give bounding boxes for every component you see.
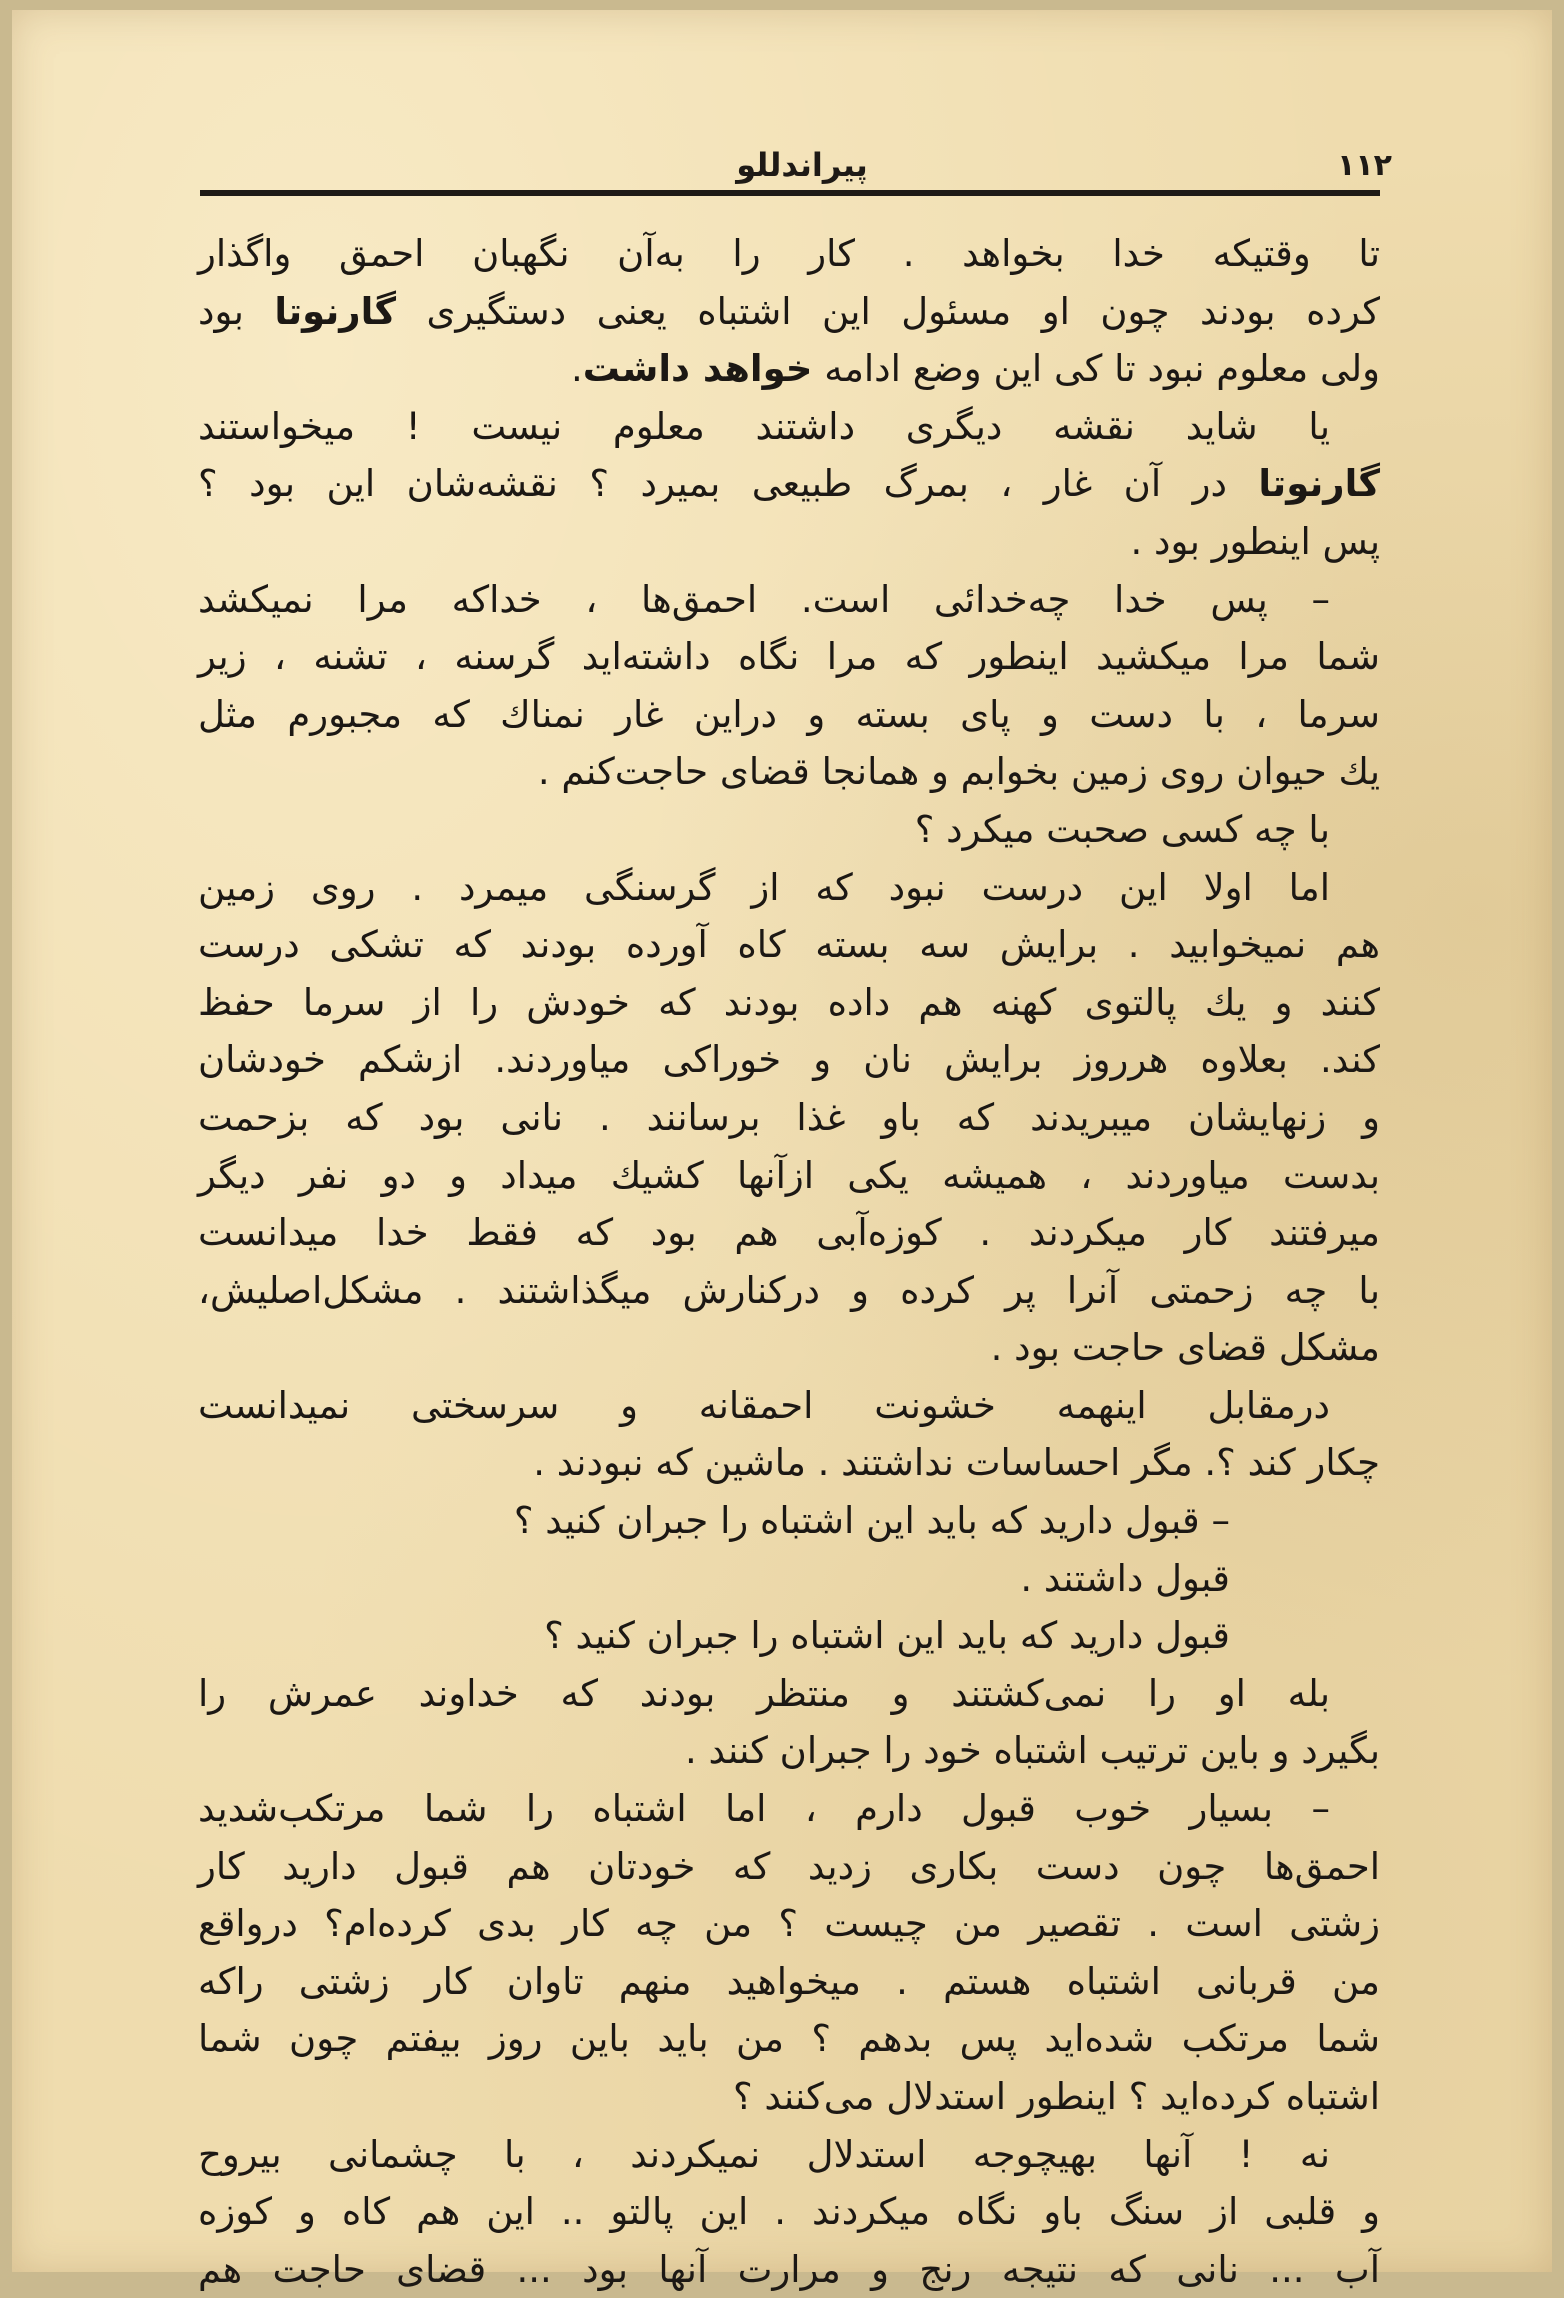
text-line: شما مرتکب شده‌اید پس بدهم ؟ من باید باین روز بیفتم چون شما xyxy=(198,2017,1380,2061)
text-line: من قربانی اشتباه هستم . میخواهید منهم تاوان کار زشتی راکه xyxy=(198,1959,1380,2003)
text-line: – پس خدا چه‌خدائی است. احمق‌ها ، خداکه مرا نمیکشد xyxy=(198,577,1330,621)
text-line: احمق‌ها چون دست بکاری زدید که خودتان هم قبول دارید کار xyxy=(198,1844,1380,1888)
text-line: هم نمیخوابید . برایش سه بسته کاه آورده بودند که تشکی درست xyxy=(198,923,1380,967)
text-line: میرفتند کار میکردند . کوزه‌آبی هم بود که فقط خدا میدانست xyxy=(198,1211,1380,1255)
running-title: پیراندللو xyxy=(736,146,868,184)
text-line: آب ... نانی که نتیجه رنج و مرارت آنها بود ... قضای حاجت هم xyxy=(198,2247,1380,2291)
text-line: با چه زحمتی آنرا پر کرده و درکنارش میگذاشتند . مشکل‌اصلیش، xyxy=(198,1268,1380,1312)
text-line: زشتی است . تقصیر من چیست ؟ من چه کار بدی کرده‌ام؟ درواقع xyxy=(198,1902,1380,1946)
header-rule xyxy=(200,190,1380,196)
text-line: بله او را نمی‌کشتند و منتظر بودند که خداوند عمرش را xyxy=(198,1671,1330,1715)
text-line: قبول دارید که باید این اشتباه را جبران کنید ؟ xyxy=(544,1614,1230,1658)
text-line: مشکل قضای حاجت بود . xyxy=(990,1326,1380,1370)
text-line: پس اینطور بود . xyxy=(1130,519,1380,563)
text-line: شما مرا میکشید اینطور که مرا نگاه داشته‌اید گرسنه ، تشنه ، زیر xyxy=(198,635,1380,679)
text-line: یك حیوان روی زمین بخوابم و همانجا قضای حاجت‌کنم . xyxy=(537,750,1380,794)
text-line: بدست میاوردند ، همیشه یکی ازآنها کشیك میداد و دو نفر دیگر xyxy=(198,1153,1380,1197)
text-line: و قلبی از سنگ باو نگاه میکردند . این پالتو .. این هم کاه و کوزه xyxy=(198,2190,1380,2234)
text-line: – قبول دارید که باید این اشتباه را جبران کنید ؟ xyxy=(513,1499,1230,1543)
text-line: نه ! آنها بهیچوجه استدلال نمیکردند ، با چشمانی بیروح xyxy=(198,2132,1330,2176)
text-line: ولی معلوم نبود تا کی این وضع ادامه خواهد داشت. xyxy=(571,347,1380,391)
text-line: یا شاید نقشه دیگری داشتند معلوم نیست ! میخواستند xyxy=(198,404,1330,448)
text-line: قبول داشتند . xyxy=(1020,1556,1230,1600)
text-line: – بسیار خوب قبول دارم ، اما اشتباه را شما مرتکب‌شدید xyxy=(198,1787,1330,1831)
text-line: و زنهایشان میبریدند که باو غذا برسانند . نانی بود که بزحمت xyxy=(198,1095,1380,1139)
text-line: کرده بودند چون او مسئول این اشتباه یعنی دستگیری گارنوتا بود xyxy=(198,289,1380,333)
text-line: با چه کسی صحبت میکرد ؟ xyxy=(914,807,1330,851)
text-line: اما اولا این درست نبود که از گرسنگی میمرد . روی زمین xyxy=(198,865,1330,909)
text-line: کند. بعلاوه هرروز برایش نان و خوراکی میاوردند. ازشکم خودشان xyxy=(198,1038,1380,1082)
text-line: کنند و یك پالتوی کهنه هم داده بودند که خودش را از سرما حفظ xyxy=(198,980,1380,1024)
text-line: درمقابل اینهمه خشونت احمقانه و سرسختی نمیدانست xyxy=(198,1383,1330,1427)
text-line: چکار کند ؟. مگر احساسات نداشتند . ماشین که نبودند . xyxy=(533,1441,1380,1485)
body-text xyxy=(198,225,1380,2298)
text-line: تا وقتیکه خدا بخواهد . کار را به‌آن نگهبان احمق واگذار xyxy=(198,232,1380,275)
text-line: اشتباه کرده‌اید ؟ اینطور استدلال می‌کنند ؟ xyxy=(733,2075,1380,2118)
text-line: گارنوتا در آن غار ، بمرگ طبیعی بمیرد ؟ نقشه‌شان این بود ؟ xyxy=(198,462,1380,506)
text-line: سرما ، با دست و پای بسته و دراین غار نمناك که مجبورم مثل xyxy=(198,692,1380,736)
text-line: بگیرد و باین ترتیب اشتباه خود را جبران کنند . xyxy=(685,1729,1380,1773)
page-number: ١١٢ xyxy=(1337,148,1392,183)
